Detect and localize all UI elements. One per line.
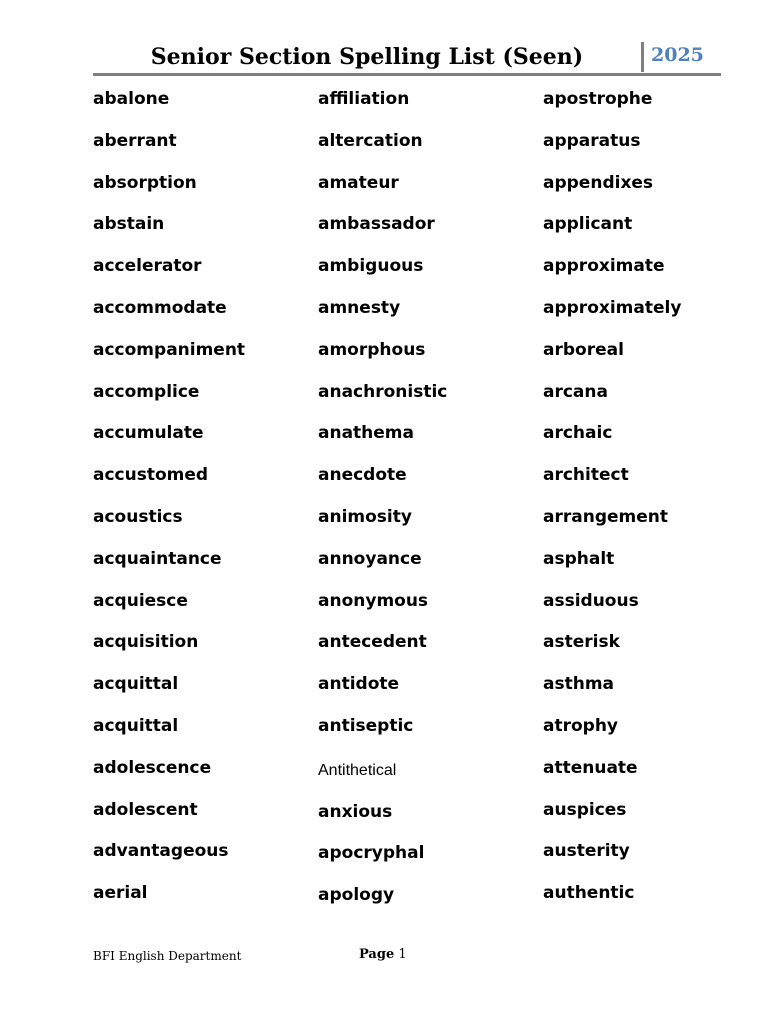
word-item: acquisition xyxy=(93,632,199,653)
word-item: asphalt xyxy=(543,548,615,569)
page-title: Senior Section Spelling List (Seen) xyxy=(150,44,584,70)
word-item: abstain xyxy=(93,214,165,235)
word-item: amnesty xyxy=(318,297,401,318)
word-item: ambassador xyxy=(318,214,435,235)
word-item: anxious xyxy=(318,801,393,822)
word-item: apology xyxy=(318,885,395,906)
word-item: austerity xyxy=(543,841,630,862)
word-item: aerial xyxy=(93,883,148,904)
word-item: accommodate xyxy=(93,297,227,318)
page-header xyxy=(93,40,721,76)
word-item: accompaniment xyxy=(93,339,246,360)
page-label: Page xyxy=(359,947,395,962)
word-item: antidote xyxy=(318,674,400,695)
word-item: anecdote xyxy=(318,465,407,486)
word-item: animosity xyxy=(318,506,412,527)
word-item: adolescent xyxy=(93,799,198,820)
word-item: approximately xyxy=(543,297,682,318)
word-column-2 xyxy=(318,86,447,922)
word-item: adolescence xyxy=(93,757,212,778)
word-item: asterisk xyxy=(543,632,620,653)
word-item: anonymous xyxy=(318,590,429,611)
word-item: auspices xyxy=(543,799,627,820)
word-item: annoyance xyxy=(318,548,422,569)
word-item: affiliation xyxy=(318,89,410,109)
footer-page-number xyxy=(359,945,407,965)
word-item: acoustics xyxy=(93,506,183,527)
year-label: 2025 xyxy=(651,44,704,66)
word-item: acquittal xyxy=(93,674,179,695)
word-item: appendixes xyxy=(543,172,654,193)
word-item: aberrant xyxy=(93,130,177,151)
word-item: assiduous xyxy=(543,590,639,611)
word-item: authentic xyxy=(543,883,635,904)
word-item: approximate xyxy=(543,256,665,277)
word-item: amorphous xyxy=(318,339,426,360)
word-item: asthma xyxy=(543,674,615,695)
word-item: architect xyxy=(543,465,629,486)
word-item: antecedent xyxy=(318,632,427,653)
word-item: accumulate xyxy=(93,423,204,444)
word-item: absorption xyxy=(93,172,197,193)
word-item: altercation xyxy=(318,130,423,151)
word-item: apparatus xyxy=(543,130,641,151)
footer-department: BFI English Department xyxy=(93,949,242,963)
word-item: arcana xyxy=(543,381,608,402)
word-item: apocryphal xyxy=(318,843,425,864)
word-item: amateur xyxy=(318,172,399,193)
word-item: applicant xyxy=(543,214,633,235)
word-item: attenuate xyxy=(543,757,638,778)
word-item: anathema xyxy=(318,423,414,444)
word-item: archaic xyxy=(543,423,613,444)
page-number: 1 xyxy=(398,947,407,962)
word-item: advantageous xyxy=(93,841,229,862)
word-item: accelerator xyxy=(93,256,202,277)
word-item: atrophy xyxy=(543,715,619,736)
word-item: acquiesce xyxy=(93,590,188,611)
word-item: Antithetical xyxy=(318,761,397,779)
word-item: accomplice xyxy=(93,381,200,402)
word-item: acquittal xyxy=(93,715,179,736)
word-item: ambiguous xyxy=(318,256,424,277)
header-divider xyxy=(641,42,644,72)
word-item: acquaintance xyxy=(93,548,222,569)
word-item: abalone xyxy=(93,89,170,109)
word-item: apostrophe xyxy=(543,89,653,109)
word-column-3 xyxy=(543,86,681,922)
word-item: arrangement xyxy=(543,506,668,527)
word-column-1 xyxy=(93,86,245,922)
word-item: antiseptic xyxy=(318,715,414,736)
word-item: accustomed xyxy=(93,465,209,486)
word-item: anachronistic xyxy=(318,381,448,402)
word-item: arboreal xyxy=(543,339,624,360)
